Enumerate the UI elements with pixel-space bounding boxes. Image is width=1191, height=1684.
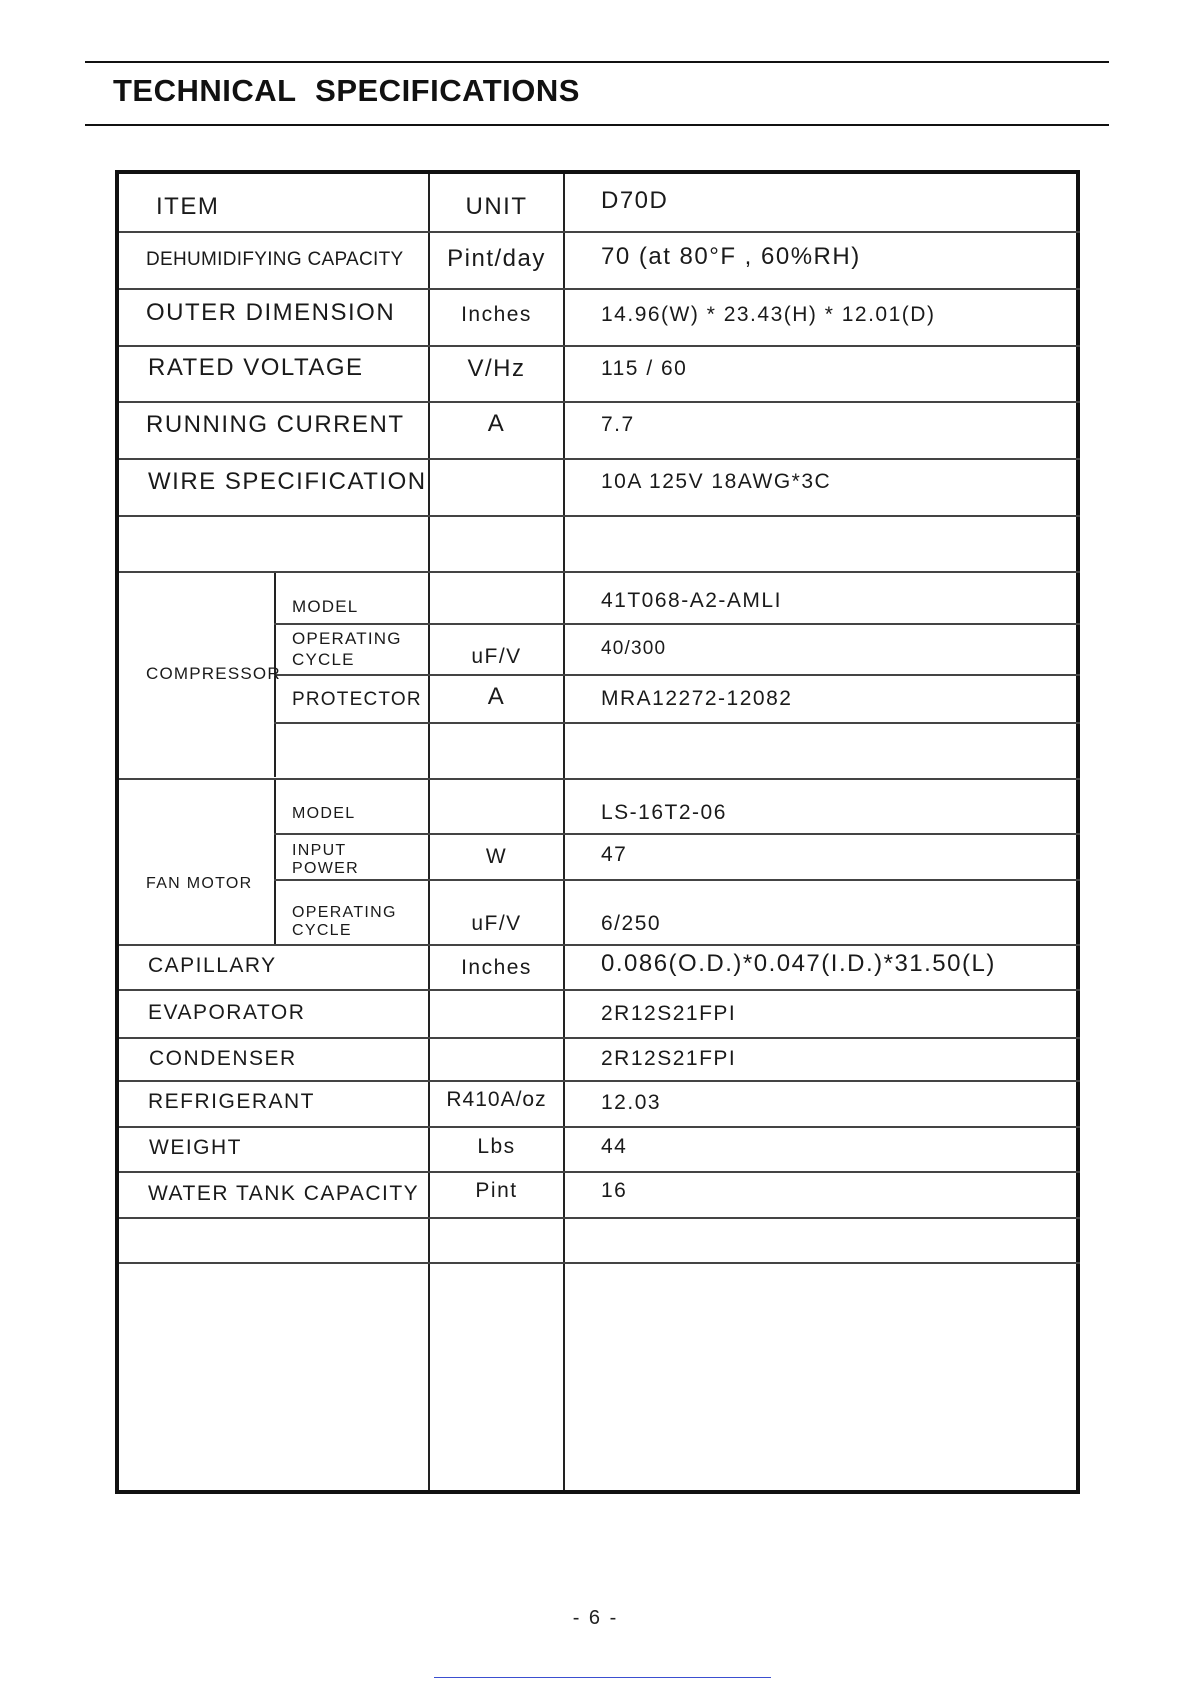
row-condenser-label: CONDENSER — [149, 1047, 297, 1070]
row-divider — [119, 1171, 1080, 1173]
row-evaporator-label: EVAPORATOR — [148, 1001, 306, 1024]
row-water-tank-capacity-label: WATER TANK CAPACITY — [148, 1182, 420, 1205]
fan-motor-input-power-value: 47 — [601, 843, 628, 866]
top-rule — [85, 61, 1109, 63]
row-divider — [119, 571, 1080, 573]
row-running-current-value: 7.7 — [601, 413, 635, 436]
fan-motor-operating-cycle-unit: uF/V — [471, 912, 522, 935]
compressor-protector-unit: A — [487, 683, 506, 710]
row-divider — [119, 288, 1080, 290]
row-divider — [119, 1126, 1080, 1128]
row-divider — [274, 674, 1080, 676]
fan-motor-input-power-label-line2: POWER — [292, 859, 359, 877]
fan-motor-model-label: MODEL — [292, 804, 356, 822]
row-outer-dimension-value: 14.96(W) * 23.43(H) * 12.01(D) — [601, 303, 936, 326]
fan-motor-model-value: LS-16T2-06 — [601, 801, 727, 824]
row-divider — [119, 1262, 1080, 1264]
row-weight-unit: Lbs — [477, 1135, 516, 1158]
row-refrigerant-value: 12.03 — [601, 1091, 662, 1114]
compressor-operating-cycle-label-line1: OPERATING — [292, 629, 402, 648]
row-dehumidifying-capacity-label: DEHUMIDIFYING CAPACITY — [146, 249, 404, 270]
fan-motor-operating-cycle-label-line1: OPERATING — [292, 903, 397, 921]
column-header-unit: UNIT — [465, 193, 528, 220]
specifications-table — [115, 170, 1080, 1494]
compressor-protector-label: PROTECTOR — [292, 689, 422, 710]
compressor-operating-cycle-value: 40/300 — [601, 638, 667, 659]
fan-motor-operating-cycle-label-line2: CYCLE — [292, 921, 352, 939]
row-divider — [119, 1217, 1080, 1219]
row-capillary-unit: Inches — [461, 956, 532, 979]
compressor-operating-cycle-label-line2: CYCLE — [292, 650, 355, 669]
row-refrigerant-label: REFRIGERANT — [148, 1090, 316, 1113]
compressor-operating-cycle-unit: uF/V — [471, 645, 522, 668]
row-evaporator-value: 2R12S21FPI — [601, 1002, 737, 1025]
page-title: TECHNICAL SPECIFICATIONS — [113, 73, 580, 108]
divider-fan-sub — [274, 778, 276, 944]
row-running-current-unit: A — [487, 410, 506, 437]
column-header-model: D70D — [601, 187, 669, 214]
divider-unit-value — [563, 174, 565, 1490]
row-outer-dimension-unit: Inches — [461, 303, 532, 326]
row-condenser-unit — [430, 1044, 563, 1074]
row-divider — [274, 623, 1080, 625]
row-divider — [119, 1037, 1080, 1039]
row-capillary-label: CAPILLARY — [148, 954, 277, 977]
row-weight-value: 44 — [601, 1135, 628, 1158]
fan-motor-model-unit — [430, 794, 563, 824]
fan-motor-input-power-label-line1: INPUT — [292, 841, 347, 859]
row-evaporator-unit — [430, 998, 563, 1028]
row-rated-voltage-value: 115 / 60 — [601, 357, 688, 380]
row-water-tank-capacity-value: 16 — [601, 1179, 628, 1202]
row-divider — [274, 879, 1080, 881]
row-capillary-value: 0.086(O.D.)*0.047(I.D.)*31.50(L) — [601, 950, 996, 977]
row-water-tank-capacity-unit: Pint — [475, 1179, 518, 1202]
compressor-protector-value: MRA12272-12082 — [601, 687, 793, 710]
row-divider — [119, 1080, 1080, 1082]
compressor-model-label: MODEL — [292, 597, 359, 616]
compressor-model-value: 41T068-A2-AMLI — [601, 589, 782, 612]
row-divider — [274, 833, 1080, 835]
row-divider — [274, 722, 1080, 724]
row-condenser-value: 2R12S21FPI — [601, 1047, 737, 1070]
title-underline — [85, 124, 1109, 126]
compressor-group-label: COMPRESSOR — [146, 664, 281, 683]
row-weight-label: WEIGHT — [149, 1136, 242, 1159]
row-rated-voltage-label: RATED VOLTAGE — [148, 354, 364, 381]
bottom-link-underline — [434, 1677, 771, 1678]
row-outer-dimension-label: OUTER DIMENSION — [146, 299, 396, 326]
row-divider — [119, 515, 1080, 517]
row-divider — [119, 401, 1080, 403]
row-divider — [119, 944, 1080, 946]
row-wire-specification-unit — [430, 467, 563, 497]
row-divider — [119, 458, 1080, 460]
row-running-current-label: RUNNING CURRENT — [146, 411, 405, 438]
fan-motor-operating-cycle-value: 6/250 — [601, 912, 662, 935]
fan-motor-group-label: FAN MOTOR — [146, 874, 253, 892]
column-header-item: ITEM — [156, 193, 220, 220]
row-divider — [119, 989, 1080, 991]
row-divider — [119, 778, 1080, 780]
row-wire-specification-label: WIRE SPECIFICATION — [148, 468, 427, 495]
page-number: - 6 - — [572, 1607, 619, 1629]
row-divider — [119, 231, 1080, 233]
compressor-model-unit — [430, 584, 563, 614]
row-refrigerant-unit: R410A/oz — [446, 1088, 547, 1111]
row-rated-voltage-unit: V/Hz — [467, 355, 526, 382]
row-dehumidifying-capacity-value: 70 (at 80°F , 60%RH) — [601, 243, 861, 270]
row-dehumidifying-capacity-unit: Pint/day — [447, 245, 546, 272]
row-wire-specification-value: 10A 125V 18AWG*3C — [601, 470, 832, 493]
fan-motor-input-power-unit: W — [485, 845, 508, 868]
row-divider — [119, 345, 1080, 347]
